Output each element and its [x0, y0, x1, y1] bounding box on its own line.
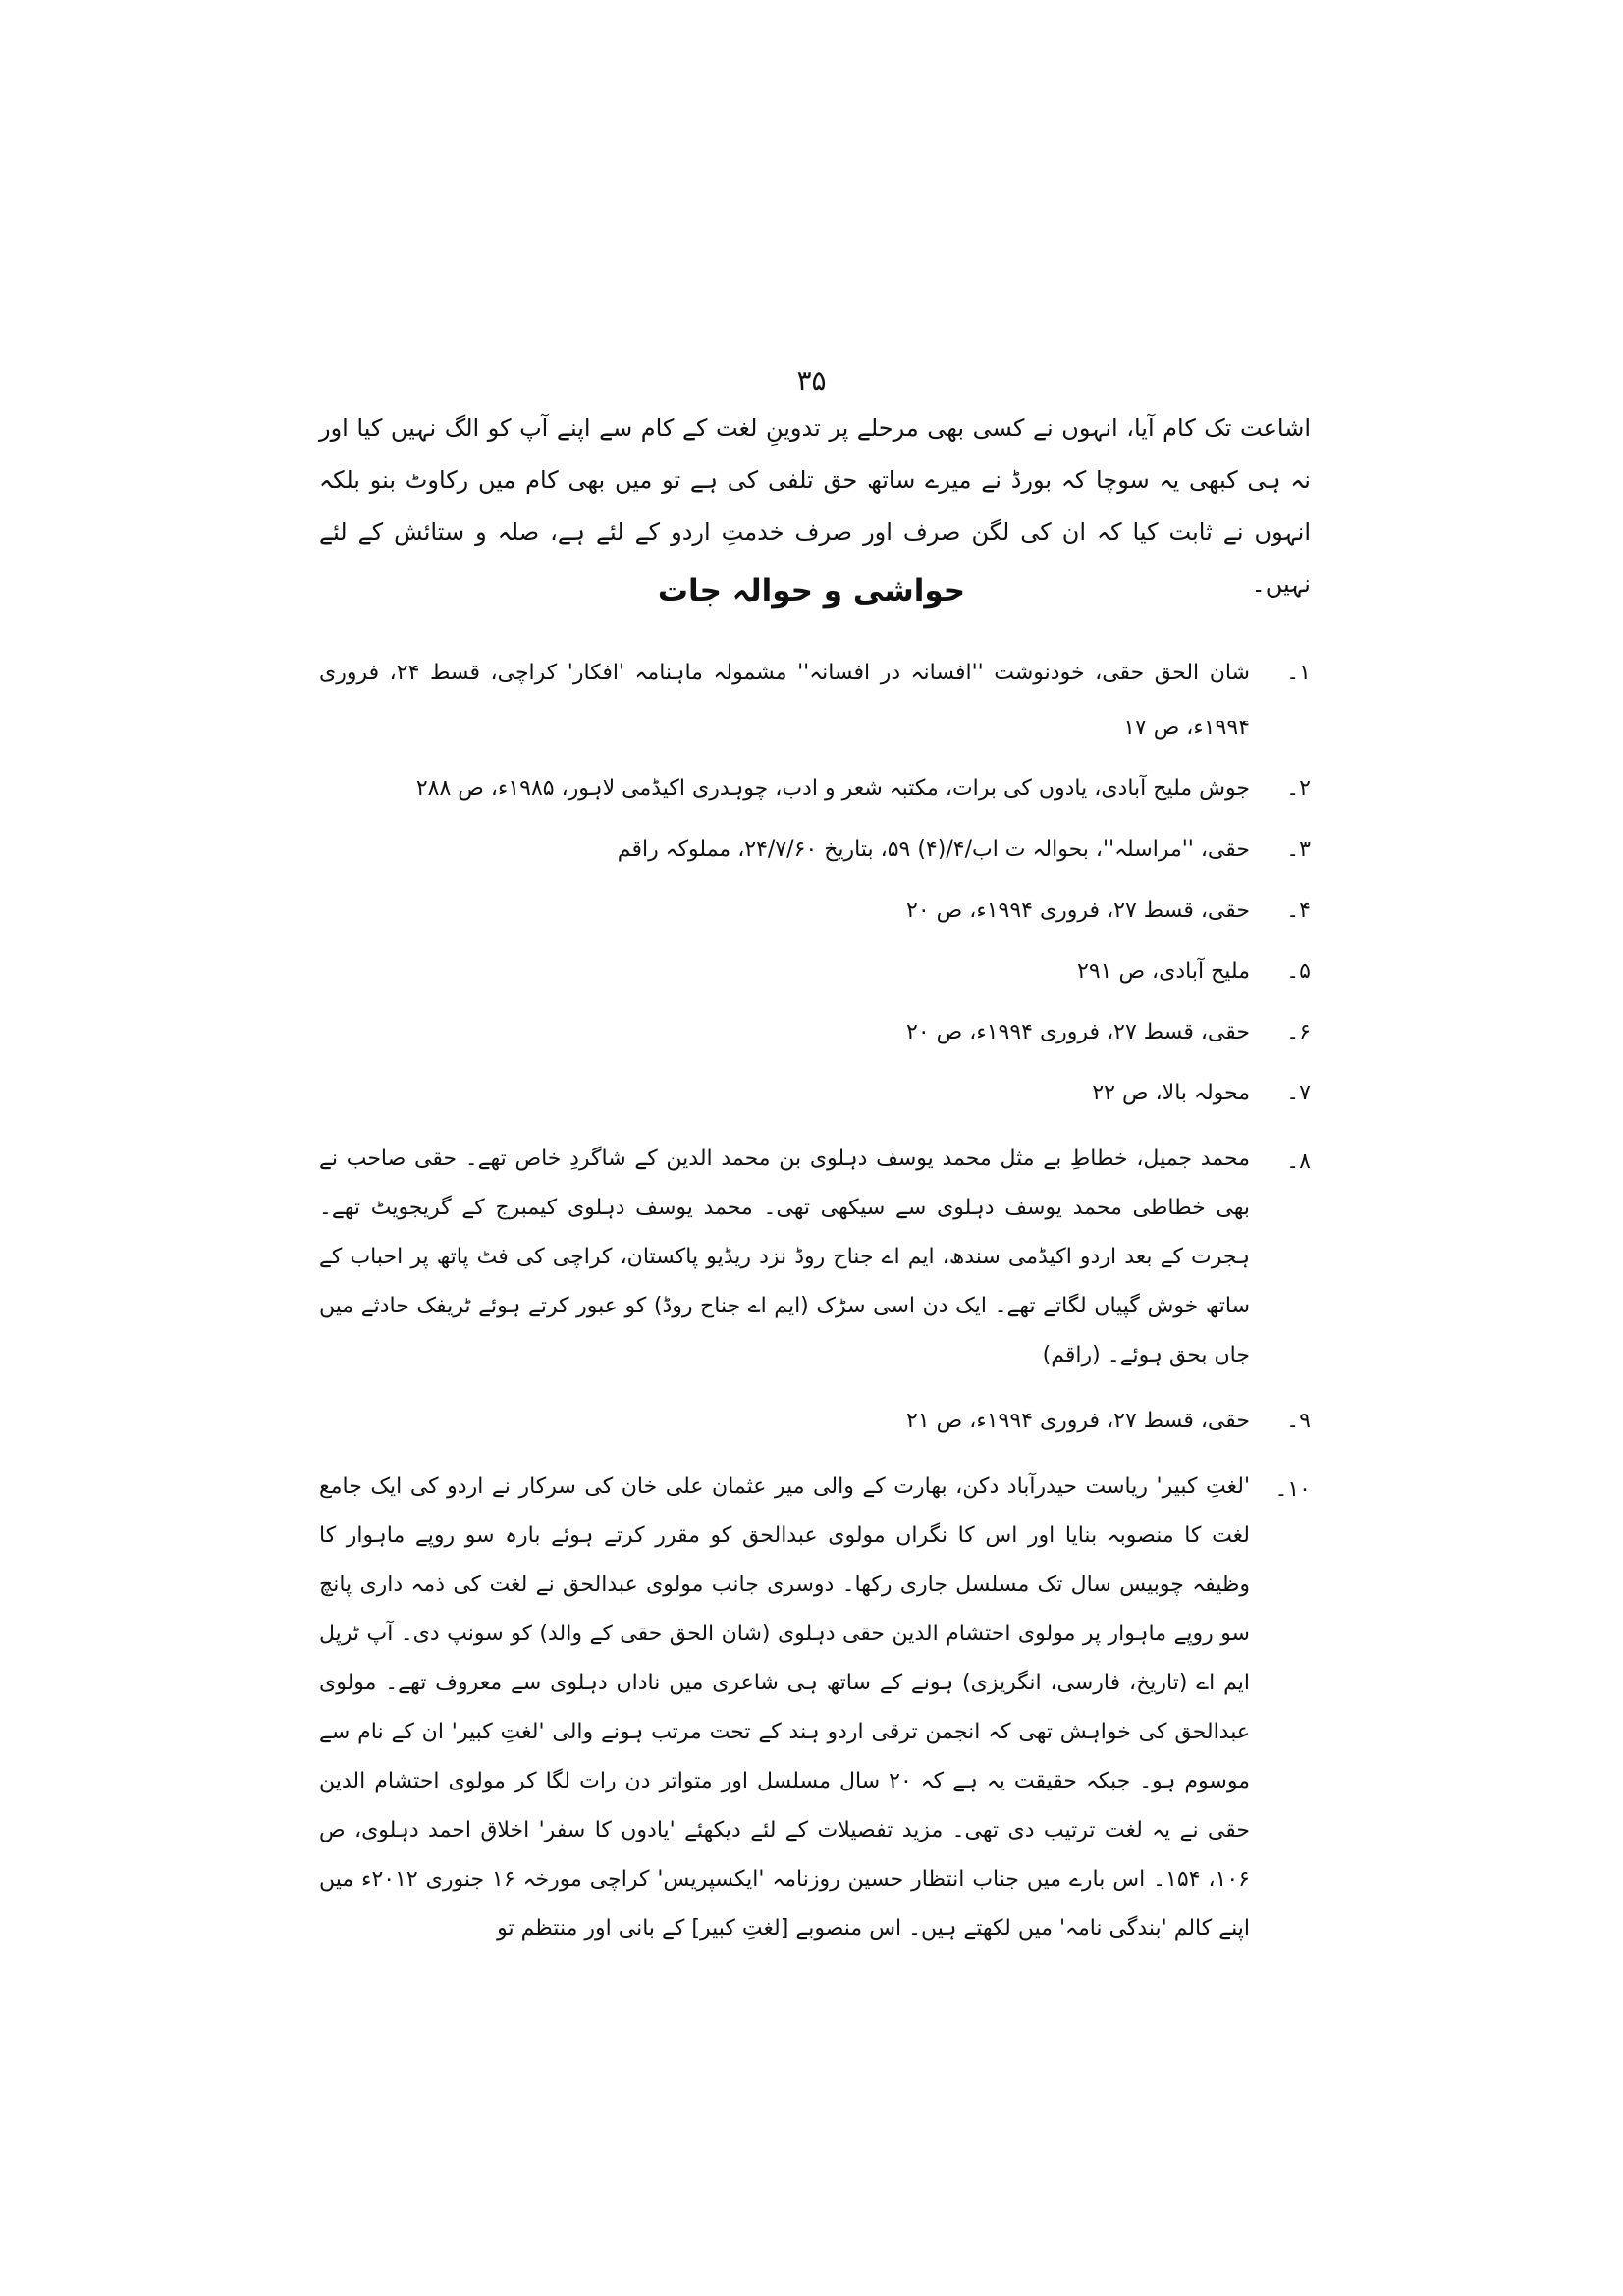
note-number: ۱۔ — [1286, 661, 1311, 685]
note-number: ۳۔ — [1286, 837, 1311, 862]
notes-list — [319, 646, 1311, 1967]
note-text: محولہ بالا، ص ۲۲ — [1092, 1081, 1250, 1105]
note-text: جوش ملیح آبادی، یادوں کی برات، مکتبہ شعر و ادب، چوہدری اکیڈمی لاہور، ۱۹۸۵ء، ص ۲۸۸ — [415, 776, 1250, 801]
note-item-1 — [319, 646, 1311, 756]
note-text: حقی، قسط ۲۷، فروری ۱۹۹۴ء، ص ۲۱ — [906, 1409, 1250, 1433]
note-item-3 — [319, 823, 1311, 878]
note-number: ۸۔ — [1286, 1149, 1311, 1174]
note-number: ۹۔ — [1286, 1409, 1311, 1433]
note-number: ۷۔ — [1286, 1081, 1311, 1105]
note-text: محمد جمیل، خطاطِ بے مثل محمد یوسف دہلوی بن محمد الدین کے شاگردِ خاص تھے۔ حقی صاحب نے بھی خطاطی محمد یوسف دہلوی سے سیکھی تھی۔ محمد یوسف دہلوی کیمبرج کے گریجویٹ تھے۔ ہجرت کے بعد اردو اکیڈمی سندھ، ایم اے جناح روڈ نزد ریڈیو پاکستان، کراچی کی فٹ پاتھ پر احباب کے ساتھ خوش گپیاں لگاتے تھے۔ ایک دن اسی سڑک (ایم اے جناح روڈ) کو عبور کرتے ہوئے ٹریفک حادثے میں جاں بحق ہوئے۔ (راقم) — [319, 1147, 1250, 1367]
note-text: حقی، قسط ۲۷، فروری ۱۹۹۴ء، ص ۲۰ — [906, 898, 1250, 923]
note-number: ۱۰۔ — [1274, 1477, 1311, 1502]
note-number: ۶۔ — [1286, 1020, 1311, 1044]
note-item-9 — [319, 1394, 1311, 1449]
note-item-8 — [319, 1135, 1311, 1380]
note-text: شان الحق حقی، خودنوشت ''افسانہ در افسانہ'' مشمولہ ماہنامہ 'افکار' کراچی، قسط ۲۴، فروری ۱۹۹۴ء، ص ۱۷ — [319, 661, 1250, 740]
note-item-7 — [319, 1066, 1311, 1121]
page-number: ۳۵ — [796, 364, 827, 397]
note-item-6 — [319, 1005, 1311, 1060]
notes-heading: حواشی و حوالہ جات — [657, 573, 966, 609]
note-text: حقی، قسط ۲۷، فروری ۱۹۹۴ء، ص ۲۰ — [906, 1020, 1250, 1044]
note-item-4 — [319, 883, 1311, 938]
intro-paragraph: اشاعت تک کام آیا، انہوں نے کسی بھی مرحلے پر تدوینِ لغت کے کام سے اپنے آپ کو الگ نہیں کیا اور نہ ہی کبھی یہ سوچا کہ بورڈ نے میرے ساتھ حق تلفی کی ہے تو میں بھی کام میں رکاوٹ بنو بلکہ انہوں نے ثابت کیا کہ ان کی لگن صرف اور صرف خدمتِ اردو کے لئے ہے، صلہ و ستائش کے لئے نہیں۔ — [319, 414, 1311, 598]
note-item-5 — [319, 944, 1311, 999]
note-number: ۵۔ — [1286, 959, 1311, 984]
note-text: حقی، ''مراسلہ''، بحوالہ ت اب/۴/(۴) ۵۹، بتاریخ ۲۴/۷/۶۰، مملوکہ راقم — [617, 837, 1250, 862]
note-item-2 — [319, 762, 1311, 817]
note-number: ۴۔ — [1286, 898, 1311, 923]
note-text: ملیح آبادی، ص ۲۹۱ — [1077, 959, 1250, 984]
note-number: ۲۔ — [1286, 776, 1311, 801]
note-text: 'لغتِ کبیر' ریاست حیدرآباد دکن، بھارت کے والی میر عثمان علی خان کی سرکار نے اردو کی ایک جامع لغت کا منصوبہ بنایا اور اس کا نگراں مولوی عبدالحق کو مقرر کرتے ہوئے بارہ سو روپے ماہوار کا وظیفہ چوبیس سال تک مسلسل جاری رکھا۔ دوسری جانب مولوی عبدالحق نے لغت کی ذمہ داری پانچ سو روپے ماہوار پر مولوی احتشام الدین حقی دہلوی (شان الحق حقی کے والد) کو سونپ دی۔ آپ ٹرپل ایم اے (تاریخ، فارسی، انگریزی) ہونے کے ساتھ ہی شاعری میں ناداں دہلوی سے معروف تھے۔ مولوی عبدالحق کی خواہش تھی کہ انجمن ترقی اردو ہند کے تحت مرتب ہونے والی 'لغتِ کبیر' ان کے نام سے موسوم ہو۔ جبکہ حقیقت یہ ہے کہ ۲۰ سال مسلسل اور متواتر دن رات لگا کر مولوی احتشام الدین حقی نے یہ لغت ترتیب دی تھی۔ مزید تفصیلات کے لئے دیکھئے 'یادوں کا سفر' اخلاق احمد دہلوی، ص ۱۰۶، ۱۵۴۔ اس بارے میں جناب انتظار حسین روزنامہ 'ایکسپریس' کراچی مورخہ ۱۶ جنوری ۲۰۱۲ء میں اپنے کالم 'بندگی نامہ' میں لکھتے ہیں۔ اس منصوبے [لغتِ کبیر] کے بانی اور منتظم تو — [319, 1474, 1250, 1941]
note-item-10 — [319, 1463, 1311, 1953]
